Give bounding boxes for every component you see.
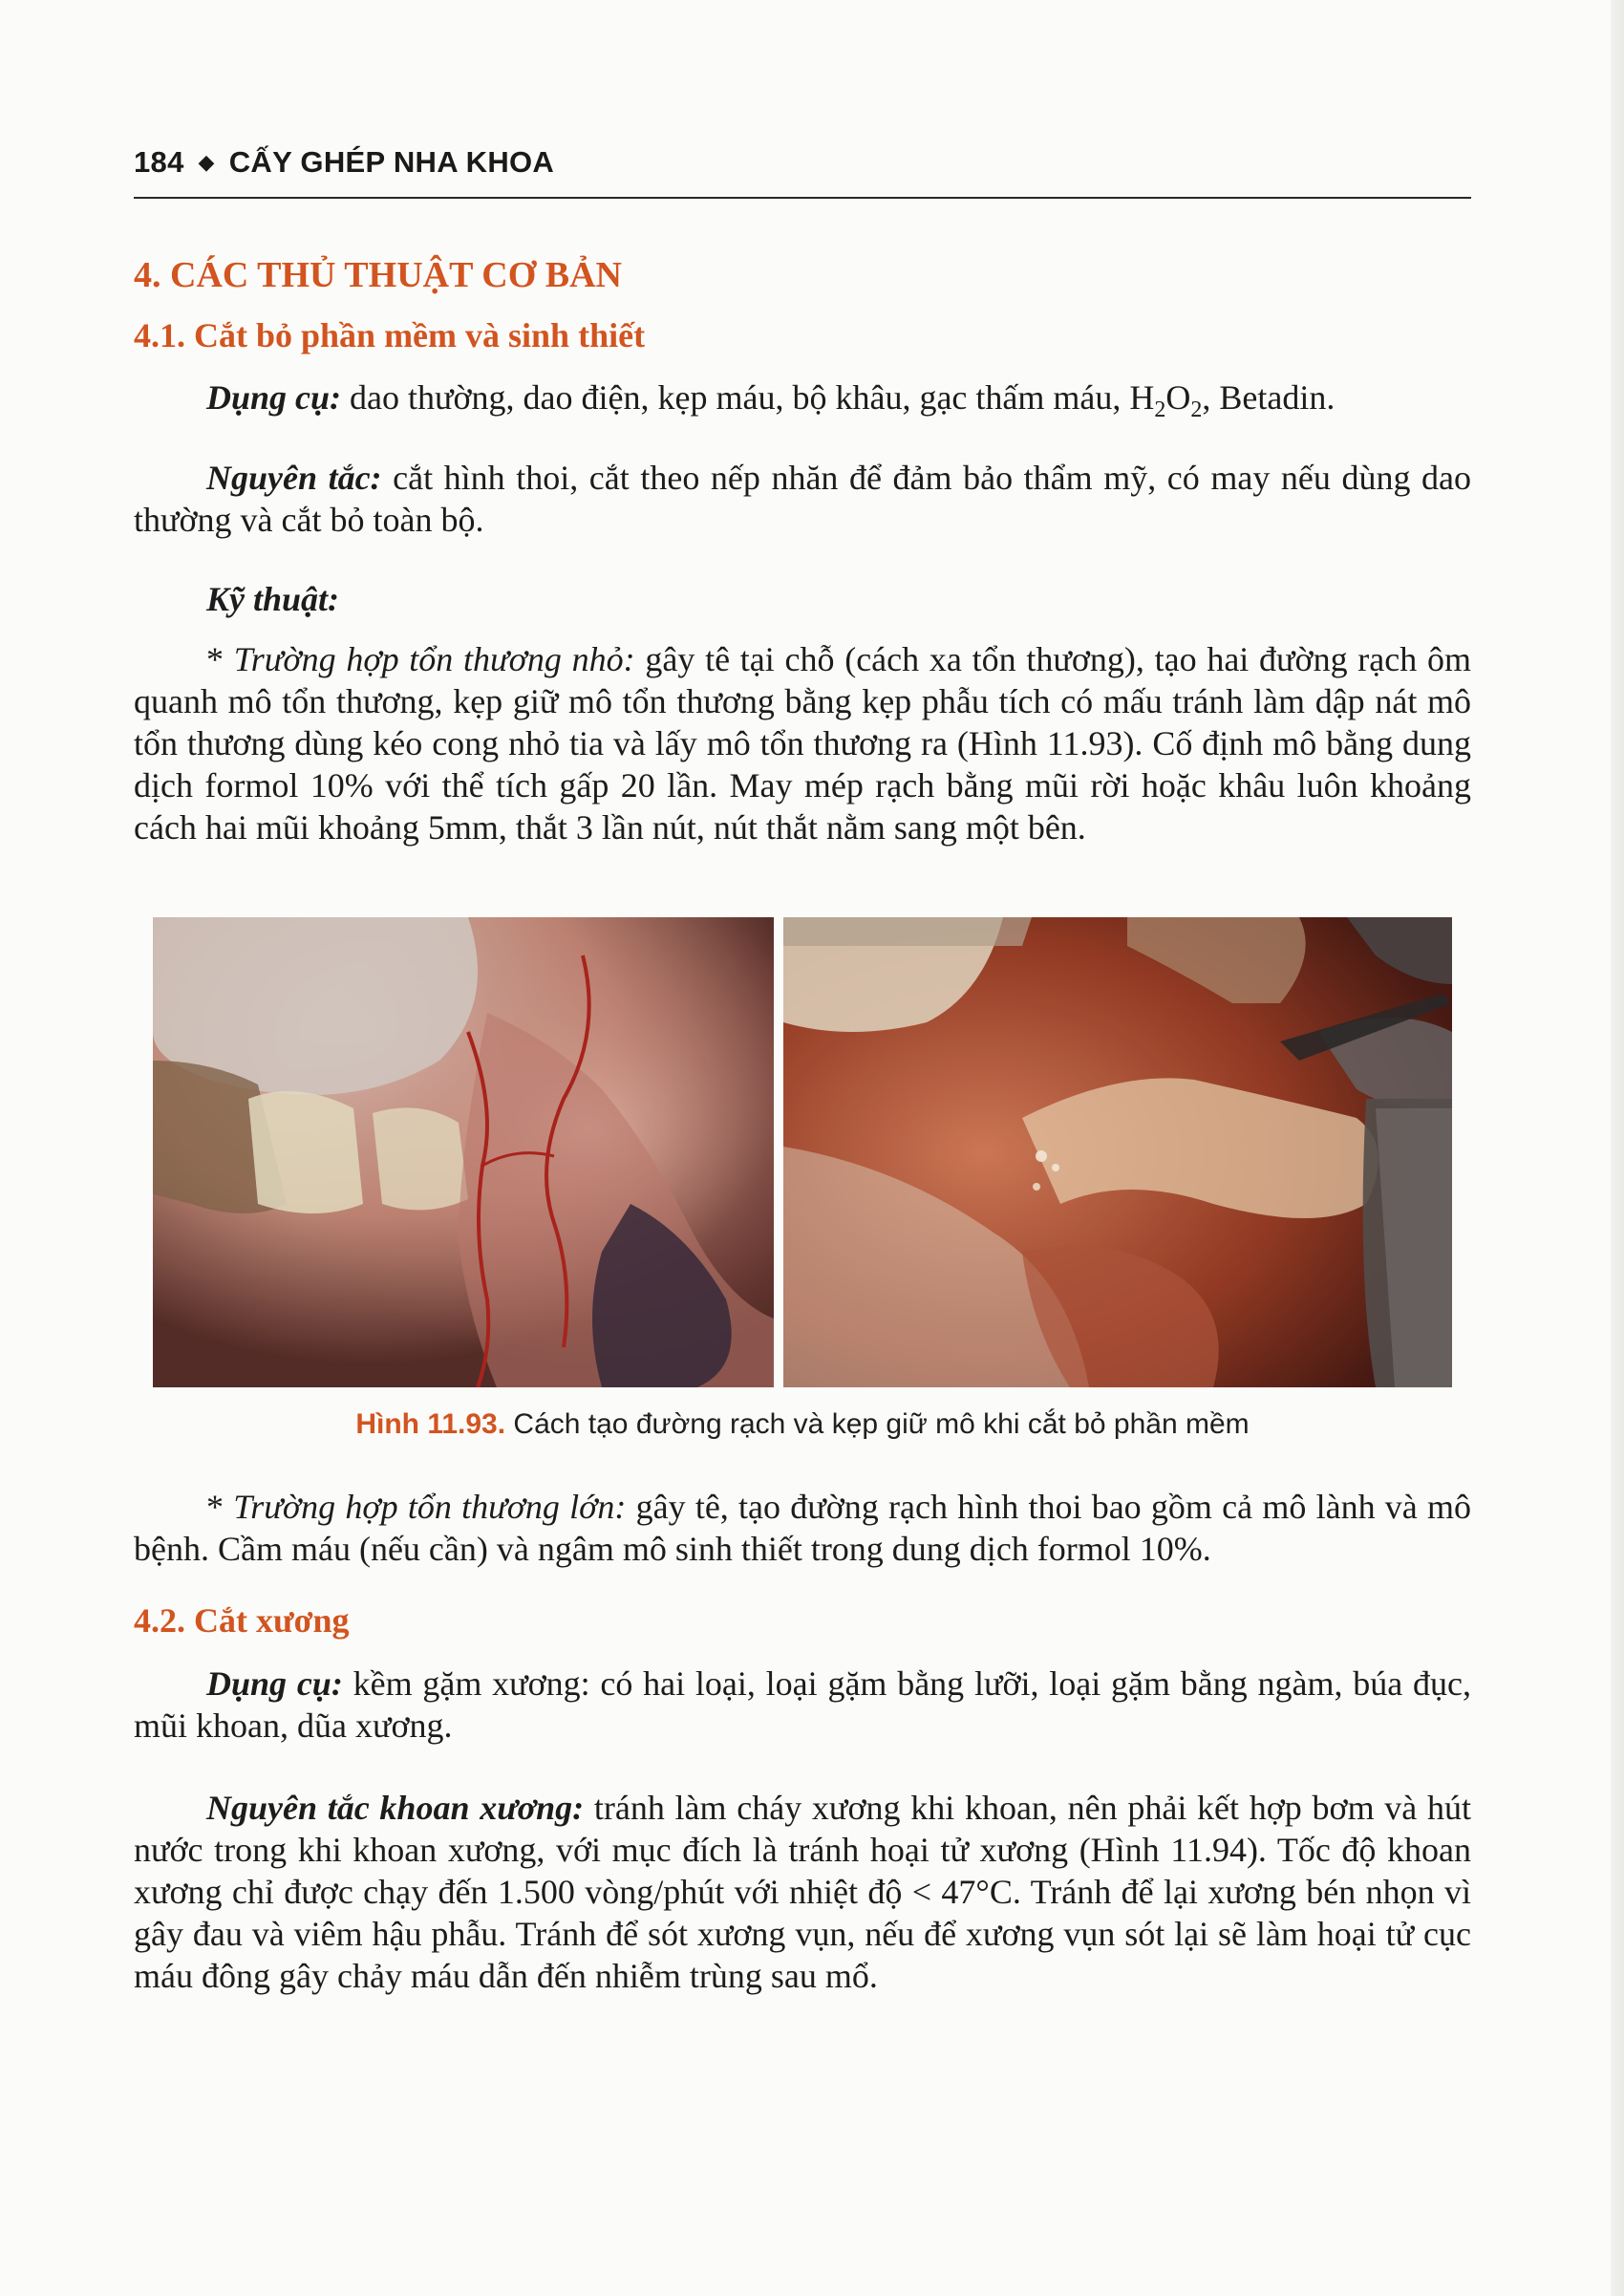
figure-photo-incision: [153, 917, 774, 1387]
subsection-title-4-1: 4.1. Cắt bỏ phần mềm và sinh thiết: [134, 316, 646, 354]
tools-label-4-2: Dụng cụ:: [206, 1664, 343, 1703]
technique-label-paragraph: [134, 578, 1471, 620]
principle-paragraph-4-1: [134, 457, 1471, 541]
page-number: 184: [134, 145, 184, 179]
figure-number: Hình 11.93.: [355, 1408, 506, 1440]
tools-text: dao thường, dao điện, kẹp máu, bộ khâu, gạc thấm máu,: [350, 378, 1122, 417]
header-rule: [134, 197, 1471, 199]
principle-label: Nguyên tắc:: [206, 459, 382, 497]
figure-caption: [134, 1408, 1471, 1441]
large-case-label: Trường hợp tổn thương lớn:: [233, 1488, 627, 1526]
tools-paragraph-4-2: [134, 1663, 1471, 1747]
tools-paragraph-4-1: [134, 376, 1471, 431]
running-header: [134, 145, 554, 180]
small-case-paragraph: * Trường hợp tổn thương nhỏ: gây tê tại chỗ (cách xa tổn thương), tạo hai đường rạch ôm quanh mô tổn thương, kẹp giữ mô tổn thương bằng kẹp phẫu tích có mấu tránh làm dập nát mô tổn thương dùng kéo cong nhỏ tia và lấy mô tổn thương ra (Hình 11.93). Cố định mô bằng dung dịch formol 10% với thể tích gấp 20 lần. May mép rạch bằng mũi rời hoặc khâu luôn khoảng cách hai mũi khoảng 5mm, thắt 3 lần nút, nút thắt nằm sang một bên.: [134, 640, 1471, 847]
drilling-principle-text: tránh làm cháy xương khi khoan, nên phải kết hợp bơm và hút nước trong khi khoan xương, với mục đích là tránh hoại tử xương (Hình 11.94). Tốc độ khoan xương chỉ được chạy đến 1.500 vòng/phút với nhiệt độ < 47°C. Tránh để lại xương bén nhọn vì gây đau và viêm hậu phẫu. Tránh để sót xương vụn, nếu để xương vụn sót lại sẽ làm hoại tử cục máu đông gây chảy máu dẫn đến nhiễm trùng sau mổ.: [134, 1789, 1472, 1995]
drilling-principle-label: Nguyên tắc khoan xương:: [206, 1789, 585, 1827]
book-title: CẤY GHÉP NHA KHOA: [228, 145, 555, 179]
section-title: 4. CÁC THỦ THUẬT CƠ BẢN: [134, 255, 622, 295]
subsection-title-4-2: 4.2. Cắt xương: [134, 1601, 350, 1640]
small-case-text: gây tê tại chỗ (cách xa tổn thương), tạo hai đường rạch ôm quanh mô tổn thương, kẹp giữ mô tổn thương bằng kẹp phẫu tích có mấu tránh làm dập nát mô tổn thương dùng kéo cong nhỏ tia và lấy mô tổn thương ra (Hình 11.93). Cố định mô bằng dung dịch formol 10% với thể tích gấp 20 lần. May mép rạch bằng mũi rời hoặc khâu luôn khoảng cách hai mũi khoảng 5mm, thắt 3 lần nút, nút thắt nằm sang một bên.: [134, 640, 1471, 847]
page-edge-shadow: [1611, 0, 1624, 2296]
tools-label: Dụng cụ:: [206, 378, 342, 417]
diamond-icon: ◆: [198, 150, 215, 174]
small-case-label: Trường hợp tổn thương nhỏ:: [233, 640, 635, 678]
technique-label: Kỹ thuật:: [206, 580, 340, 618]
h2o2-formula: $H_2O_2$: [1129, 378, 1203, 422]
figure-photo-tissue-grip: [783, 917, 1452, 1387]
drilling-principle-paragraph: [134, 1787, 1471, 1997]
tools-text-4-2: kềm gặm xương: có hai loại, loại gặm bằng lưỡi, loại gặm bằng ngàm, búa đục, mũi khoan, dũa xương.: [134, 1664, 1472, 1745]
principle-text: cắt hình thoi, cắt theo nếp nhăn để đảm bảo thẩm mỹ, có may nếu dùng dao thường và cắt bỏ toàn bộ.: [134, 459, 1472, 539]
figure-caption-text: Cách tạo đường rạch và kẹp giữ mô khi cắt bỏ phần mềm: [513, 1408, 1250, 1440]
large-case-paragraph: * Trường hợp tổn thương lớn: gây tê, tạo đường rạch hình thoi bao gồm cả mô lành và mô bệnh. Cầm máu (nếu cần) và ngâm mô sinh thiết trong dung dịch formol 10%.: [134, 1488, 1472, 1568]
tools-tail: , Betadin.: [1202, 378, 1336, 417]
large-case-text: gây tê, tạo đường rạch hình thoi bao gồm cả mô lành và mô bệnh. Cầm máu (nếu cần) và ngâm mô sinh thiết trong dung dịch formol 10%.: [134, 1488, 1472, 1568]
